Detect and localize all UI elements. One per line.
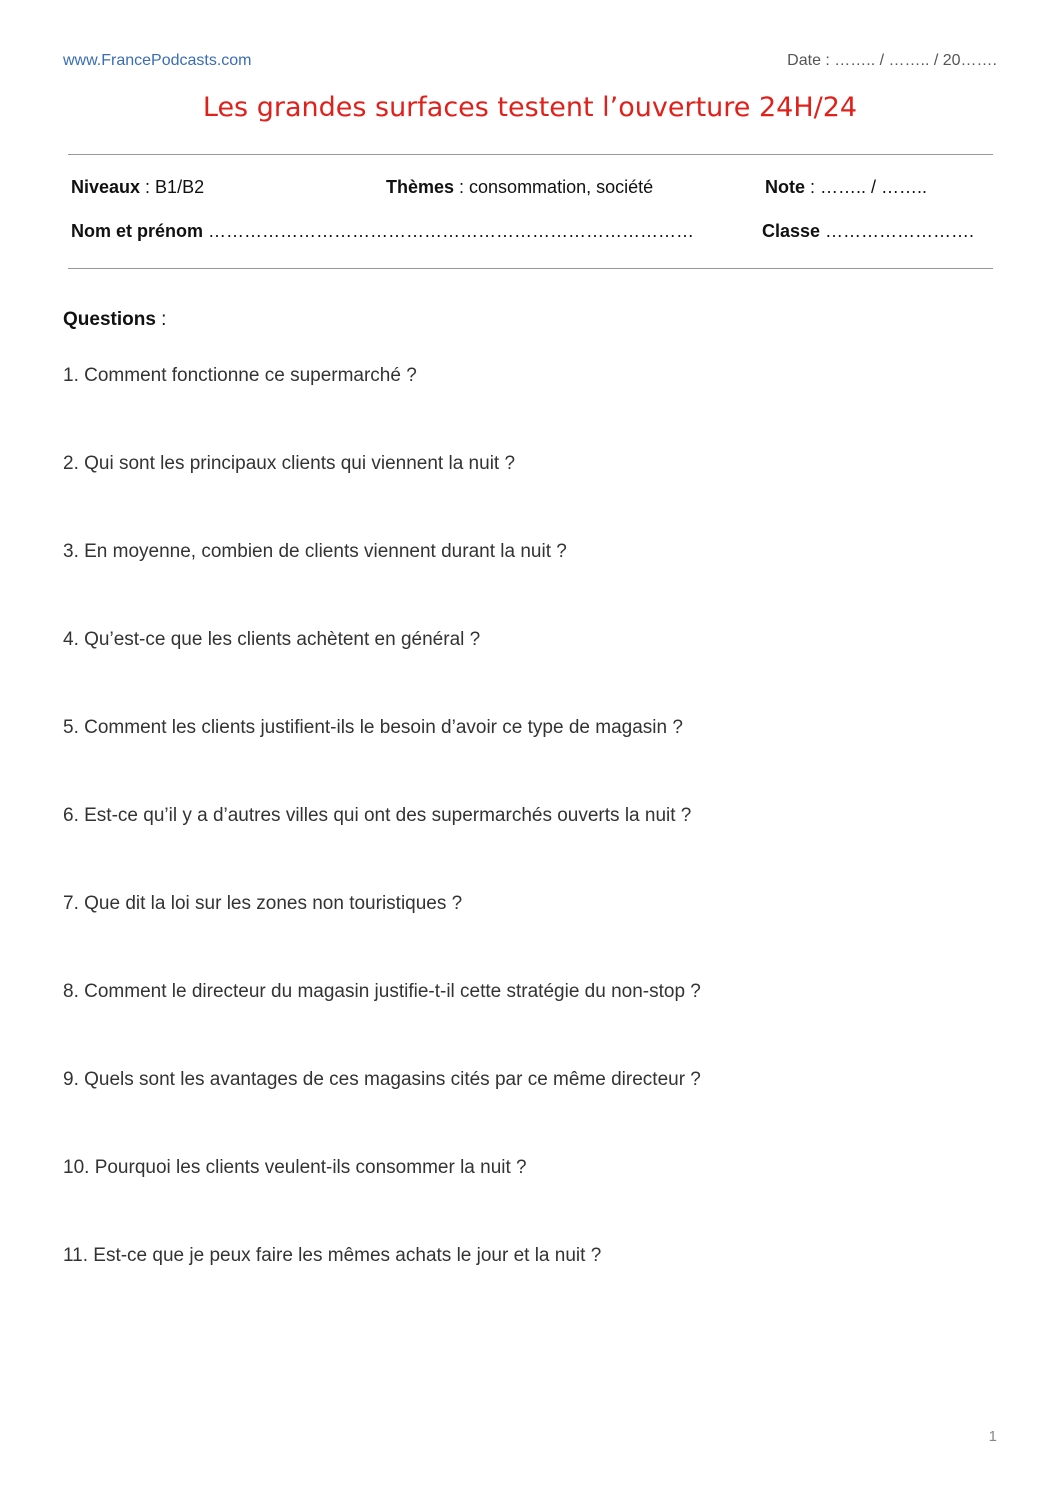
- levels-label: Niveaux: [71, 177, 141, 197]
- class-label: Classe: [762, 221, 821, 241]
- note-field: [765, 177, 927, 198]
- note-value: : …….. / ……..: [805, 177, 928, 197]
- class-field: [762, 221, 974, 242]
- site-link[interactable]: www.FrancePodcasts.com: [63, 52, 252, 69]
- date-field: Date : …….. / …….. / 20…….: [787, 52, 997, 69]
- themes-label: Thèmes: [386, 177, 455, 197]
- question-5: 5. Comment les clients justifient-ils le besoin d’avoir ce type de magasin ?: [63, 717, 683, 738]
- question-7: 7. Que dit la loi sur les zones non touristiques ?: [63, 893, 463, 914]
- questions-heading-suffix: :: [155, 309, 167, 330]
- questions-heading: [63, 309, 166, 331]
- question-11: 11. Est-ce que je peux faire les mêmes achats le jour et la nuit ?: [63, 1245, 602, 1266]
- question-8: 8. Comment le directeur du magasin justifie-t-il cette stratégie du non-stop ?: [63, 981, 701, 1002]
- question-2: 2. Qui sont les principaux clients qui viennent la nuit ?: [63, 453, 516, 474]
- question-1: 1. Comment fonctionne ce supermarché ?: [63, 365, 417, 386]
- question-10: 10. Pourquoi les clients veulent-ils consommer la nuit ?: [63, 1157, 527, 1178]
- page-number: 1: [988, 1428, 997, 1445]
- levels-value: : B1/B2: [140, 177, 205, 197]
- class-value: …………………….: [820, 221, 975, 241]
- themes-value: : consommation, société: [454, 177, 654, 197]
- themes-field: [386, 177, 653, 198]
- levels-field: [71, 177, 204, 198]
- name-value: ………………………………………………………………………: [203, 221, 695, 241]
- name-label: Nom et prénom: [71, 221, 204, 241]
- bottom-divider: [68, 268, 993, 269]
- questions-heading-label: Questions: [63, 309, 156, 330]
- question-6: 6. Est-ce qu’il y a d’autres villes qui ont des supermarchés ouverts la nuit ?: [63, 805, 692, 826]
- top-divider: [68, 154, 993, 155]
- name-field: [71, 221, 694, 242]
- question-9: 9. Quels sont les avantages de ces magasins cités par ce même directeur ?: [63, 1069, 701, 1090]
- note-label: Note: [765, 177, 805, 197]
- question-4: 4. Qu’est-ce que les clients achètent en général ?: [63, 629, 481, 650]
- question-3: 3. En moyenne, combien de clients viennent durant la nuit ?: [63, 541, 567, 562]
- question-list: [63, 365, 701, 1333]
- page-title: Les grandes surfaces testent l’ouverture 24H/24: [202, 92, 858, 123]
